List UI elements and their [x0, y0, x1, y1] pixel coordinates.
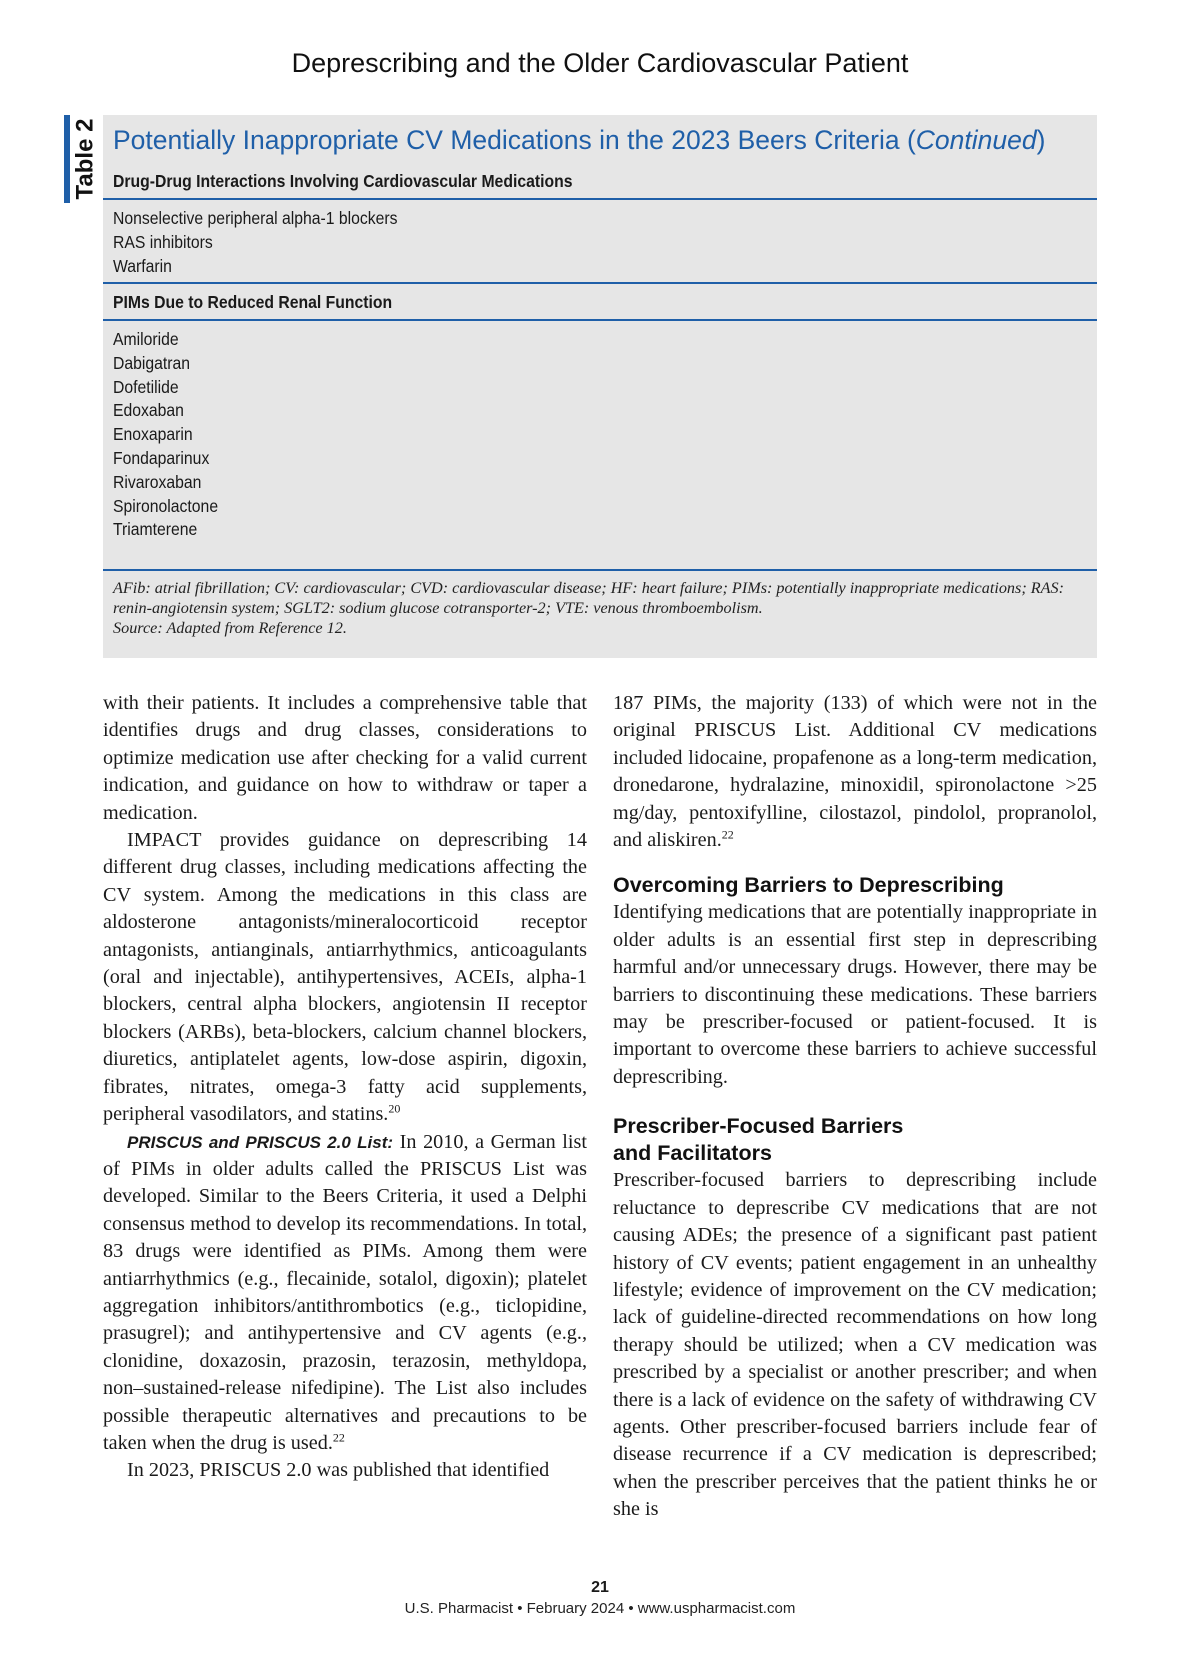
paragraph-text: In 2010, a German list of PIMs in older adults called the PRISCUS List was developed. Similar to the Beers Criteria, it used a Delphi consensus method to develop its recommendations. In total, 83 drugs were identified as PIMs. Among them were antiarrhythmics (e.g., flecainide, sotalol, digoxin); platelet aggregation inhibitors/antithrombotics (e.g., ticlopidine, prasugrel); and antihypertensive and CV agents (e.g., clonidine, doxazosin, prazosin, terazosin, methyldopa, non–sustained-release nifedipine). The List also includes possible therapeutic alternatives and precautions to be taken when the drug is used.: [103, 1130, 587, 1454]
section-heading-renal: PIMs Due to Reduced Renal Function: [113, 292, 393, 312]
run-in-heading: PRISCUS and PRISCUS 2.0 List:: [127, 1132, 394, 1152]
table-title-continued: Continued: [915, 125, 1037, 155]
abbreviations: AFib: atrial fibrillation; CV: cardiovascular; CVD: cardiovascular disease; HF: heart failure; PIMs: potentially inappropriate medications; RAS: renin-angiotensin system; SGLT2: sodium glucose cotransporter-2; VTE: venous thromboembolism.: [113, 579, 1065, 617]
table-tab: [64, 115, 98, 203]
running-head: Deprescribing and the Older Cardiovascular Patient: [291, 48, 909, 78]
table-title-main: Potentially Inappropriate CV Medications in the 2023 Beers Criteria (: [113, 125, 916, 155]
section-rule: [103, 569, 1097, 571]
right-column: [613, 690, 1097, 1524]
reference: 22: [332, 1430, 345, 1445]
paragraph: [103, 827, 587, 1128]
list-item: Dofetilide: [113, 376, 179, 397]
reference: 20: [388, 1101, 401, 1116]
paragraph: In 2023, PRISCUS 2.0 was published that identified: [127, 1459, 550, 1482]
list-item: Enoxaparin: [113, 424, 193, 445]
paragraph-text: IMPACT provides guidance on deprescribing 14 different drug classes, including medications affecting the CV system. Among the medications in this class are aldosterone antagonists/mineralocorticoid receptor antagonists, antianginals, antiarrhythmics, anticoagulants (oral and injectable), antihypertensives, ACEIs, alpha-1 blockers, central alpha blockers, angiotensin II receptor blockers (ARBs), beta-blockers, calcium channel blockers, diuretics, antiplatelet agents, low-dose aspirin, digoxin, fibrates, nitrates, omega-3 fatty acid supplements, peripheral vasodilators, and statins.: [103, 829, 587, 1126]
table-tab-accent: [64, 115, 70, 203]
paragraph: Identifying medications that are potentially inappropriate in older adults is an essential first step in deprescribing harmful and/or unnecessary drugs. However, there may be barriers to discontinuing these medications. These barriers may be prescriber-focused or patient-focused. It is important to overcome these barriers to achieve successful deprescribing.: [613, 901, 1097, 1088]
page-number: 21: [591, 1579, 609, 1596]
section-rule: [103, 198, 1097, 200]
section-rule: [103, 282, 1097, 284]
list-item: Dabigatran: [113, 352, 191, 373]
table-title: [113, 125, 1045, 156]
section-rule: [103, 319, 1097, 321]
table-label: Table 2: [71, 118, 99, 200]
ddi-list: [113, 207, 429, 278]
heading-line: and Facilitators: [613, 1141, 772, 1166]
table-title-close: ): [1036, 125, 1046, 155]
heading-line: Prescriber-Focused Barriers: [613, 1114, 904, 1139]
paragraph: [103, 1129, 587, 1458]
renal-list: [113, 328, 230, 542]
list-item: Edoxaban: [113, 400, 184, 421]
section-heading: Overcoming Barriers to Deprescribing: [613, 873, 1004, 898]
table-source: Source: Adapted from Reference 12.: [113, 619, 347, 637]
publication-footer: U.S. Pharmacist • February 2024 • www.uspharmacist.com: [404, 1600, 796, 1617]
paragraph: with their patients. It includes a comprehensive table that identifies drugs and drug classes, considerations to optimize medication use after checking for a valid current indication, and guidance on how to withdraw or taper a medication.: [103, 692, 587, 824]
list-item: Triamterene: [113, 519, 198, 540]
section-heading: [613, 1113, 1097, 1167]
list-item: Fondaparinux: [113, 447, 210, 468]
list-item: Rivaroxaban: [113, 471, 202, 492]
reference: 22: [721, 827, 734, 842]
left-column: [103, 690, 587, 1485]
paragraph: Prescriber-focused barriers to deprescribing include reluctance to deprescribe CV medications that are not causing ADEs; the presence of a significant past patient history of CV events; patient engagement in an unhealthy lifestyle; evidence of improvement on the CV medication; lack of guideline-directed recommendations on how long therapy should be utilized; when a CV medication was prescribed by a specialist or another prescriber; and when there is a lack of evidence on the safety of withdrawing CV agents. Other prescriber-focused barriers include fear of disease recurrence if a CV medication is deprescribed; when the prescriber perceives that the patient thinks he or she is: [613, 1169, 1097, 1521]
list-item: Nonselective peripheral alpha-1 blockers: [113, 208, 398, 228]
paragraph-text: 187 PIMs, the majority (133) of which were not in the original PRISCUS List. Additional CV medications included lidocaine, propafenone as a long-term medication, dronedarone, hydralazine, minoxidil, spironolactone >25 mg/day, pentoxifylline, cilostazol, pindolol, propranolol, and aliskiren.: [613, 692, 1097, 852]
table-box: [103, 115, 1097, 658]
paragraph: [613, 690, 1097, 854]
list-item: Spironolactone: [113, 495, 219, 516]
list-item: Warfarin: [113, 255, 172, 276]
section-heading-ddi: Drug-Drug Interactions Involving Cardiovascular Medications: [113, 171, 573, 191]
list-item: RAS inhibitors: [113, 231, 213, 252]
list-item: Amiloride: [113, 329, 179, 349]
table-footnote: [113, 578, 1073, 638]
